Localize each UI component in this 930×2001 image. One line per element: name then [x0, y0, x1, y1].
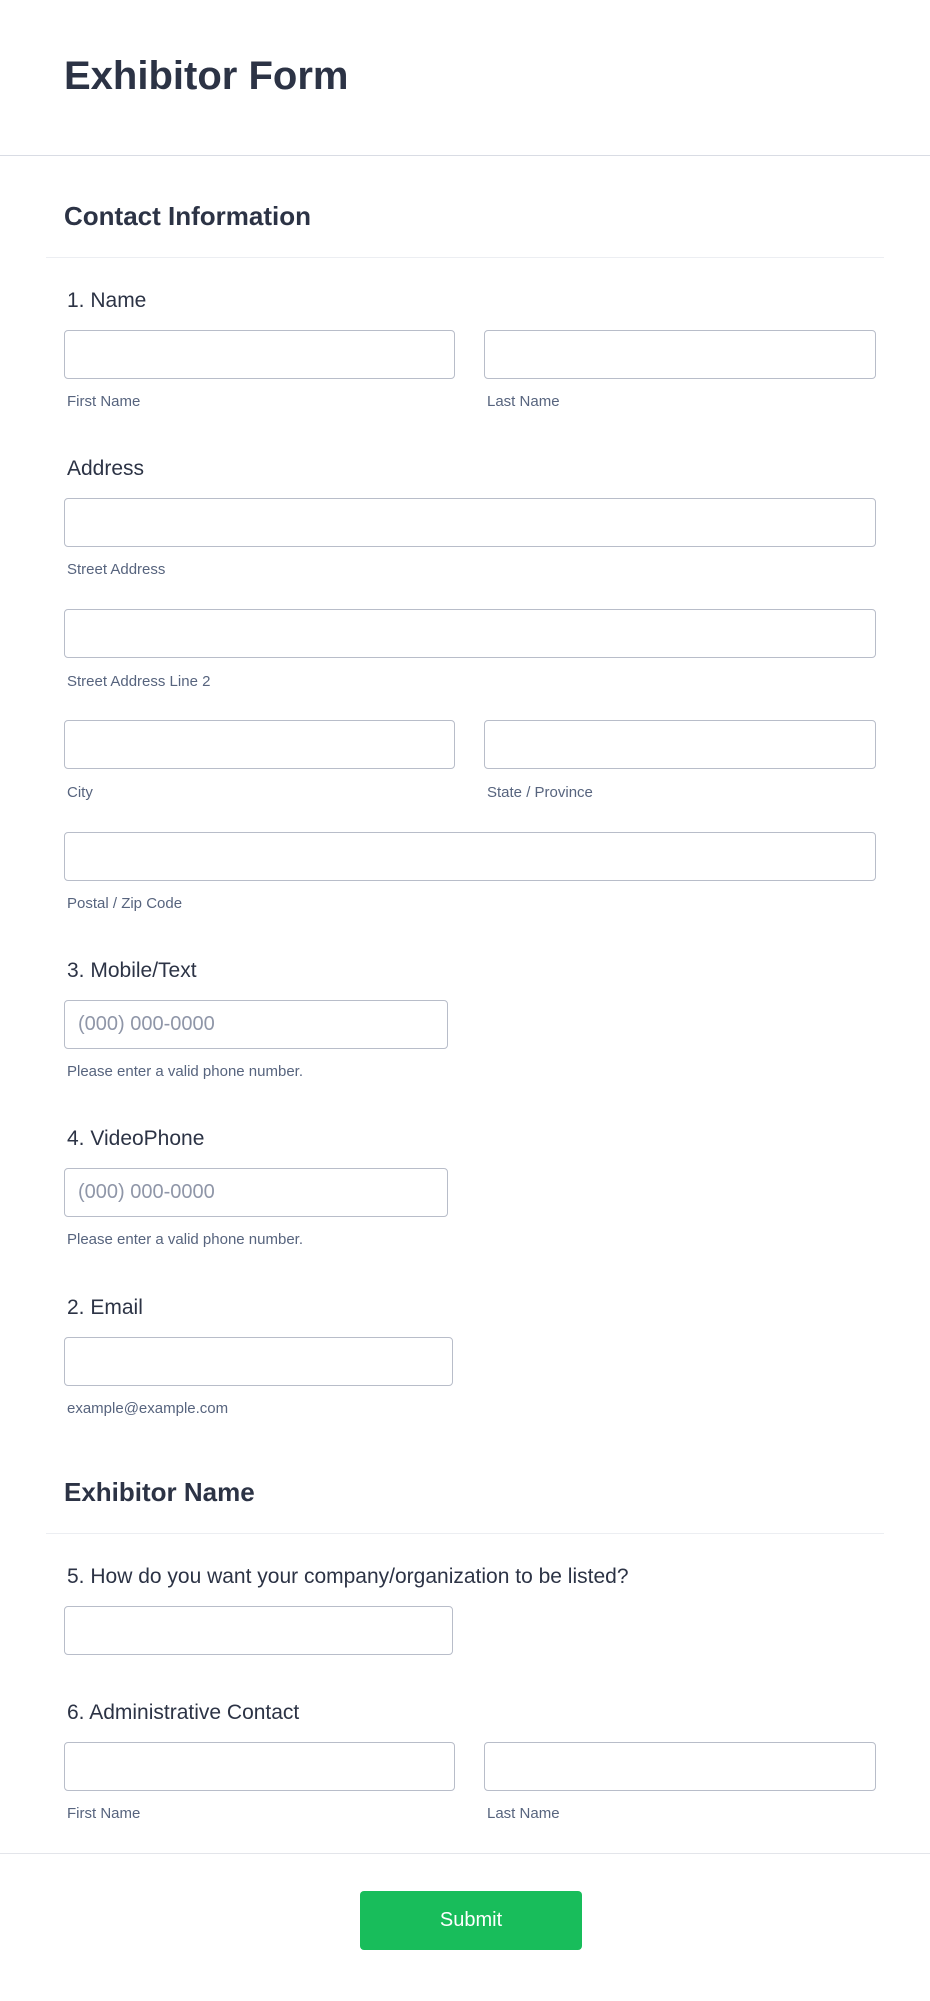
state-province-input[interactable] — [484, 720, 876, 769]
mobile-hint: Please enter a valid phone number. — [67, 1063, 303, 1080]
listing-label: 5. How do you want your company/organization to be listed? — [67, 1565, 629, 1588]
footer-divider — [0, 1853, 930, 1854]
videophone-input[interactable] — [64, 1168, 448, 1217]
email-label: 2. Email — [67, 1296, 143, 1319]
city-sublabel: City — [67, 784, 93, 801]
admin-first-name-sublabel: First Name — [67, 1805, 141, 1822]
address-label: Address — [67, 457, 145, 480]
postal-code-input[interactable] — [64, 832, 876, 881]
admin-last-name-input[interactable] — [484, 1742, 876, 1791]
mobile-label: 3. Mobile/Text — [67, 959, 197, 982]
submit-button[interactable]: Submit — [360, 1891, 582, 1950]
header-divider — [0, 155, 930, 156]
street-address-line2-input[interactable] — [64, 609, 876, 658]
admin-contact-label: 6. Administrative Contact — [67, 1701, 300, 1724]
section-divider — [46, 1533, 884, 1534]
street-address-sublabel: Street Address — [67, 561, 166, 578]
email-input[interactable] — [64, 1337, 453, 1386]
name-label: 1. Name — [67, 289, 147, 312]
city-input[interactable] — [64, 720, 455, 769]
company-listing-input[interactable] — [64, 1606, 453, 1655]
admin-last-name-sublabel: Last Name — [487, 1805, 560, 1822]
last-name-input[interactable] — [484, 330, 876, 379]
section-heading-exhibitor: Exhibitor Name — [64, 1477, 255, 1507]
email-hint: example@example.com — [67, 1400, 229, 1417]
street-address-input[interactable] — [64, 498, 876, 547]
section-divider — [46, 257, 884, 258]
state-province-sublabel: State / Province — [487, 784, 593, 801]
street-address-line2-sublabel: Street Address Line 2 — [67, 673, 211, 690]
videophone-label: 4. VideoPhone — [67, 1127, 205, 1150]
section-heading-contact: Contact Information — [64, 201, 311, 231]
videophone-hint: Please enter a valid phone number. — [67, 1231, 303, 1248]
page-title: Exhibitor Form — [64, 54, 349, 98]
first-name-input[interactable] — [64, 330, 455, 379]
mobile-phone-input[interactable] — [64, 1000, 448, 1049]
postal-code-sublabel: Postal / Zip Code — [67, 895, 183, 912]
first-name-sublabel: First Name — [67, 393, 141, 410]
admin-first-name-input[interactable] — [64, 1742, 455, 1791]
last-name-sublabel: Last Name — [487, 393, 560, 410]
